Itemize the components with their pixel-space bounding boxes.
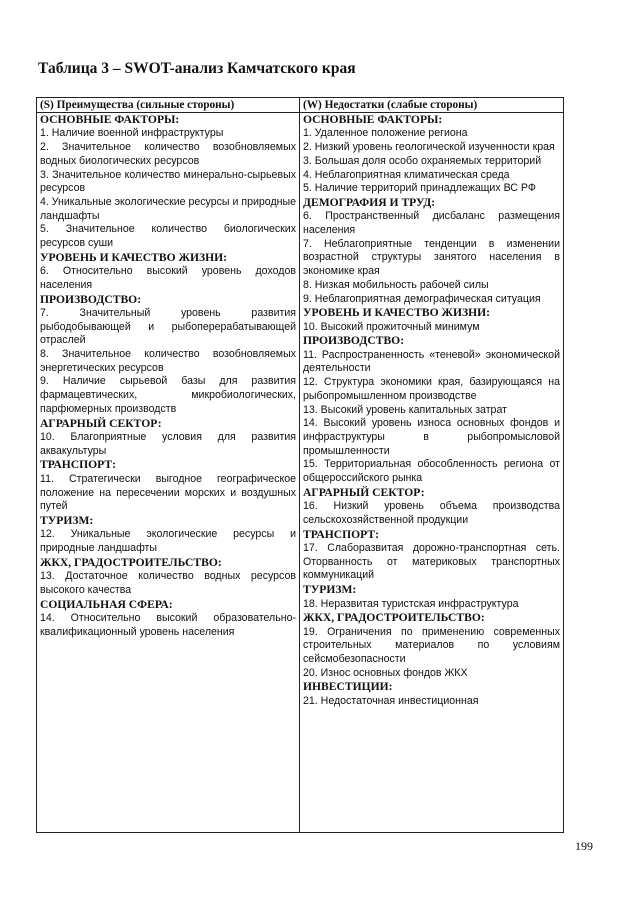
section-heading: ЖКХ, ГРАДОСТРОИТЕЛЬСТВО: bbox=[303, 611, 485, 625]
list-item: 11. Стратегически выгодное географическое положение на пересечении морских и воздушных путей bbox=[40, 472, 296, 513]
list-item: 1. Удаленное положение региона bbox=[303, 127, 468, 140]
list-item: 2. Значительное количество возобновляемых водных биологических ресурсов bbox=[40, 141, 296, 167]
list-item: 17. Слаборазвитая дорожно-транспортная сеть. Оторванность от материковых транспортных коммуникаций bbox=[303, 542, 560, 582]
list-item: 9. Наличие сырьевой базы для развития фармацевтических, микробиологических, парфюмерных производств bbox=[40, 375, 296, 415]
list-item: 13. Достаточное количество водных ресурсов высокого качества bbox=[40, 570, 296, 596]
list-item: 21. Недостаточная инвестиционная bbox=[303, 694, 479, 707]
list-item: 19. Ограничения по применению современных строительных материалов по условиям сейсмобезопасности bbox=[303, 625, 560, 666]
section-heading: АГРАРНЫЙ СЕКТОР: bbox=[303, 485, 425, 499]
list-item: 8. Низкая мобильность рабочей силы bbox=[303, 278, 489, 291]
list-item: 20. Износ основных фондов ЖКХ bbox=[303, 666, 468, 679]
weaknesses-header: (W) Недостатки (слабые стороны) bbox=[300, 98, 564, 113]
section-heading: ПРОИЗВОДСТВО: bbox=[303, 334, 405, 348]
section-heading: ИНВЕСТИЦИИ: bbox=[303, 680, 393, 694]
section-heading: СОЦИАЛЬНАЯ СФЕРА: bbox=[40, 597, 173, 611]
list-item: 6. Пространственный дисбаланс размещения населения bbox=[303, 210, 560, 237]
weaknesses-column bbox=[300, 113, 564, 833]
section-heading: ЖКХ, ГРАДОСТРОИТЕЛЬСТВО: bbox=[40, 555, 222, 569]
strengths-column bbox=[37, 113, 300, 833]
page-number: 199 bbox=[575, 839, 593, 853]
section-heading: ТРАНСПОРТ: bbox=[303, 527, 379, 541]
list-item: 3. Значительное количество минерально-сырьевых ресурсов bbox=[40, 168, 296, 195]
list-item: 7. Значительный уровень развития рыбодобывающей и рыбоперерабатывающей отраслей bbox=[40, 306, 296, 347]
list-item: 4. Неблагоприятная климатическая среда bbox=[303, 168, 510, 181]
section-heading: ОСНОВНЫЕ ФАКТОРЫ: bbox=[303, 113, 443, 126]
list-item: 15. Территориальная обособленность региона от общероссийского рынка bbox=[303, 458, 560, 485]
list-item: 6. Относительно высокий уровень доходов населения bbox=[40, 265, 296, 291]
list-item: 10. Благоприятные условия для развития аквакультуры bbox=[40, 430, 296, 457]
section-heading: ОСНОВНЫЕ ФАКТОРЫ: bbox=[40, 113, 180, 126]
list-item: 12. Уникальные экологические ресурсы и природные ландшафты bbox=[40, 528, 296, 555]
strengths-header: (S) Преимущества (сильные стороны) bbox=[37, 98, 300, 113]
section-heading: ТРАНСПОРТ: bbox=[40, 458, 116, 472]
list-item: 11. Распространенность «теневой» экономической деятельности bbox=[303, 348, 560, 375]
list-item: 7. Неблагоприятные тенденции в изменении возрастной структуры занятого населения в экономике края bbox=[303, 237, 560, 278]
section-heading: УРОВЕНЬ И КАЧЕСТВО ЖИЗНИ: bbox=[303, 306, 491, 320]
list-item: 4. Уникальные экологические ресурсы и природные ландшафты bbox=[40, 195, 296, 222]
section-heading: ДЕМОГРАФИЯ И ТРУД: bbox=[303, 195, 436, 209]
list-item: 3. Большая доля особо охраняемых территорий bbox=[303, 154, 542, 167]
section-heading: ПРОИЗВОДСТВО: bbox=[40, 292, 142, 306]
list-item: 5. Наличие территорий принадлежащих ВС РФ bbox=[303, 182, 536, 195]
section-heading: УРОВЕНЬ И КАЧЕСТВО ЖИЗНИ: bbox=[40, 250, 228, 264]
list-item: 16. Низкий уровень объема производства сельскохозяйственной продукции bbox=[303, 500, 560, 526]
list-item: 8. Значительное количество возобновляемых энергетических ресурсов bbox=[40, 348, 296, 374]
list-item: 14. Высокий уровень износа основных фондов и инфраструктуры в рыбопромысловой промышленности bbox=[303, 417, 560, 457]
section-heading: ТУРИЗМ: bbox=[40, 513, 94, 527]
list-item: 1. Наличие военной инфраструктуры bbox=[40, 127, 224, 140]
list-item: 12. Структура экономики края, базирующаяся на рыбопромышленном производстве bbox=[303, 376, 560, 402]
list-item: 5. Значительное количество биологических ресурсов суши bbox=[40, 223, 296, 250]
table-title: Таблица 3 – SWOT-анализ Камчатского края bbox=[38, 60, 356, 77]
list-item: 9. Неблагоприятная демографическая ситуация bbox=[303, 292, 541, 305]
list-item: 2. Низкий уровень геологической изученности края bbox=[303, 141, 555, 154]
section-heading: АГРАРНЫЙ СЕКТОР: bbox=[40, 416, 162, 430]
list-item: 13. Высокий уровень капитальных затрат bbox=[303, 403, 507, 416]
section-heading: ТУРИЗМ: bbox=[303, 583, 357, 597]
list-item: 10. Высокий прожиточный минимум bbox=[303, 320, 480, 333]
list-item: 18. Неразвитая туристская инфраструктура bbox=[303, 597, 519, 610]
list-item: 14. Относительно высокий образовательно-квалификационный уровень населения bbox=[40, 611, 296, 638]
swot-table bbox=[36, 97, 564, 833]
